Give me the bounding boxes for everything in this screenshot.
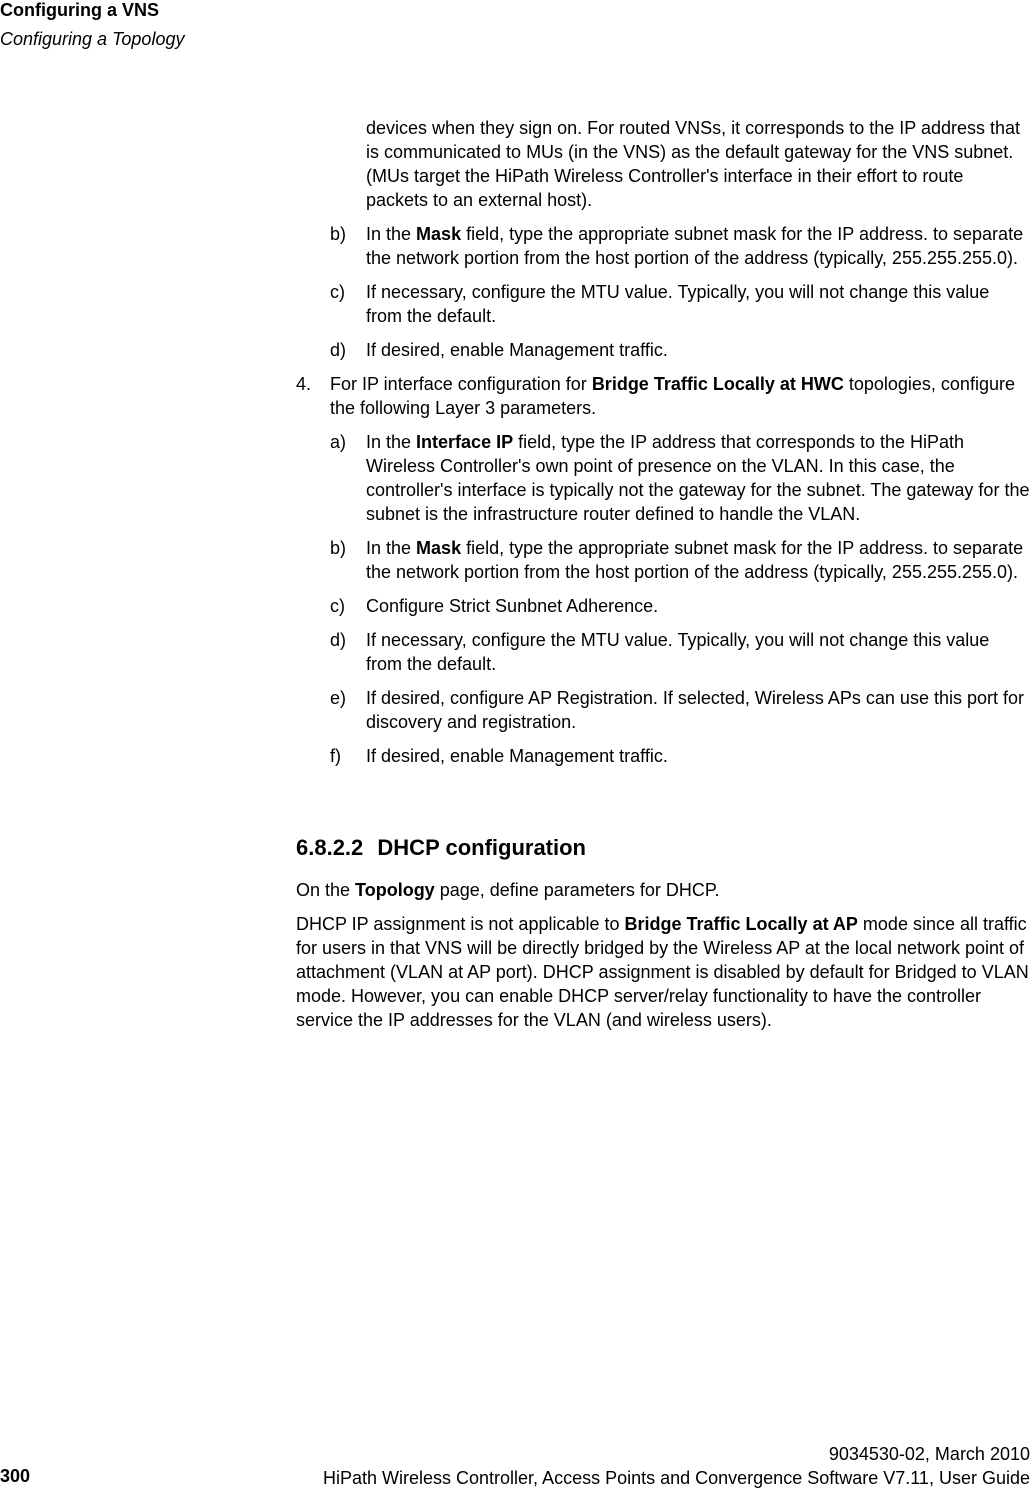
step-text-pre: For IP interface configuration for [330, 374, 592, 394]
list-item-2f [296, 744, 1030, 768]
doc-id: 9034530-02, March 2010 [828, 1444, 1030, 1464]
list-item-1b [296, 222, 1030, 270]
step-text-post: topologies, configure the following Layer 3 parameters. [330, 374, 1015, 418]
para-text-pre: On the [296, 880, 356, 900]
step-label: 4. [296, 374, 312, 394]
list-text-pre: In the [366, 224, 417, 244]
list-text: If desired, enable Management traffic. [366, 340, 668, 360]
list-text-post: field, type the appropriate subnet mask for the IP address. to separate the network portion from the host portion of the address (typically, 255.255.255.0). [366, 538, 1024, 582]
list-label: a) [330, 432, 347, 452]
field-name-interface-ip: Interface IP [416, 432, 514, 452]
list-label: b) [330, 224, 347, 244]
para-text-post: page, define parameters for DHCP. [434, 880, 720, 900]
mode-name: Bridge Traffic Locally at AP [624, 914, 858, 934]
list-label: c) [330, 282, 345, 302]
page-name-topology: Topology [355, 880, 435, 900]
list-text-post: field, type the appropriate subnet mask for the IP address. to separate the network portion from the host portion of the address (typically, 255.255.255.0). [366, 224, 1024, 268]
section-title: DHCP configuration [377, 835, 586, 860]
section-number: 6.8.2.2 [296, 835, 364, 860]
para-text-pre: DHCP IP assignment is not applicable to [296, 914, 625, 934]
page-number: 300 [0, 1466, 31, 1486]
step-4 [296, 372, 1030, 420]
list-label: d) [330, 630, 347, 650]
page-body [296, 116, 1030, 1042]
section-heading [296, 834, 1030, 862]
list-label: c) [330, 596, 345, 616]
list-item-2c [296, 594, 1030, 618]
chapter-title: Configuring a VNS [0, 0, 159, 20]
paragraph-topology [296, 878, 1030, 902]
list-label: d) [330, 340, 347, 360]
field-name-mask: Mask [416, 224, 462, 244]
list-text-pre: In the [366, 432, 417, 452]
list-item-2b [296, 536, 1030, 584]
list-item-2e [296, 686, 1030, 734]
list-label: b) [330, 538, 347, 558]
paragraph-dhcp [296, 912, 1030, 1032]
list-text: If necessary, configure the MTU value. Typically, you will not change this value from the default. [366, 282, 990, 326]
list-text: If desired, enable Management traffic. [366, 746, 668, 766]
list-text-pre: In the [366, 538, 417, 558]
list-item-2d [296, 628, 1030, 676]
footer-doc-info [323, 1442, 1030, 1490]
list-text-post: field, type the IP address that corresponds to the HiPath Wireless Controller's own point of presence on the VLAN. In this case, the controller's interface is typically not the gateway for the subnet. The gateway for the subnet is the infrastructure router defined to handle the VLAN. [366, 432, 1030, 524]
list-text: If necessary, configure the MTU value. Typically, you will not change this value from the default. [366, 630, 990, 674]
list-item-2a [296, 430, 1030, 526]
topology-name: Bridge Traffic Locally at HWC [591, 374, 844, 394]
list-item-1d [296, 338, 1030, 362]
list-text: If desired, configure AP Registration. If selected, Wireless APs can use this port for discovery and registration. [366, 688, 1024, 732]
section-subtitle: Configuring a Topology [0, 29, 185, 49]
list-item-1c [296, 280, 1030, 328]
para-text-post: mode since all traffic for users in that VNS will be directly bridged by the Wireless AP at the local network point of attachment (VLAN at AP port). DHCP assignment is disabled by default for Bridged to VLAN mode. However, you can enable DHCP server/relay functionality to have the controller service the IP addresses for the VLAN (and wireless users). [296, 914, 1029, 1030]
field-name-mask: Mask [416, 538, 462, 558]
list-text: Configure Strict Sunbnet Adherence. [366, 596, 659, 616]
list-label: e) [330, 688, 347, 708]
list-label: f) [330, 746, 341, 766]
doc-title: HiPath Wireless Controller, Access Points and Convergence Software V7.11, User Guide [322, 1468, 1030, 1488]
intro-continuation: devices when they sign on. For routed VNSs, it corresponds to the IP address that is communicated to MUs (in the VNS) as the default gateway for the VNS subnet. (MUs target the HiPath Wireless Controller's interface in their effort to route packets to an external host). [366, 118, 1021, 210]
